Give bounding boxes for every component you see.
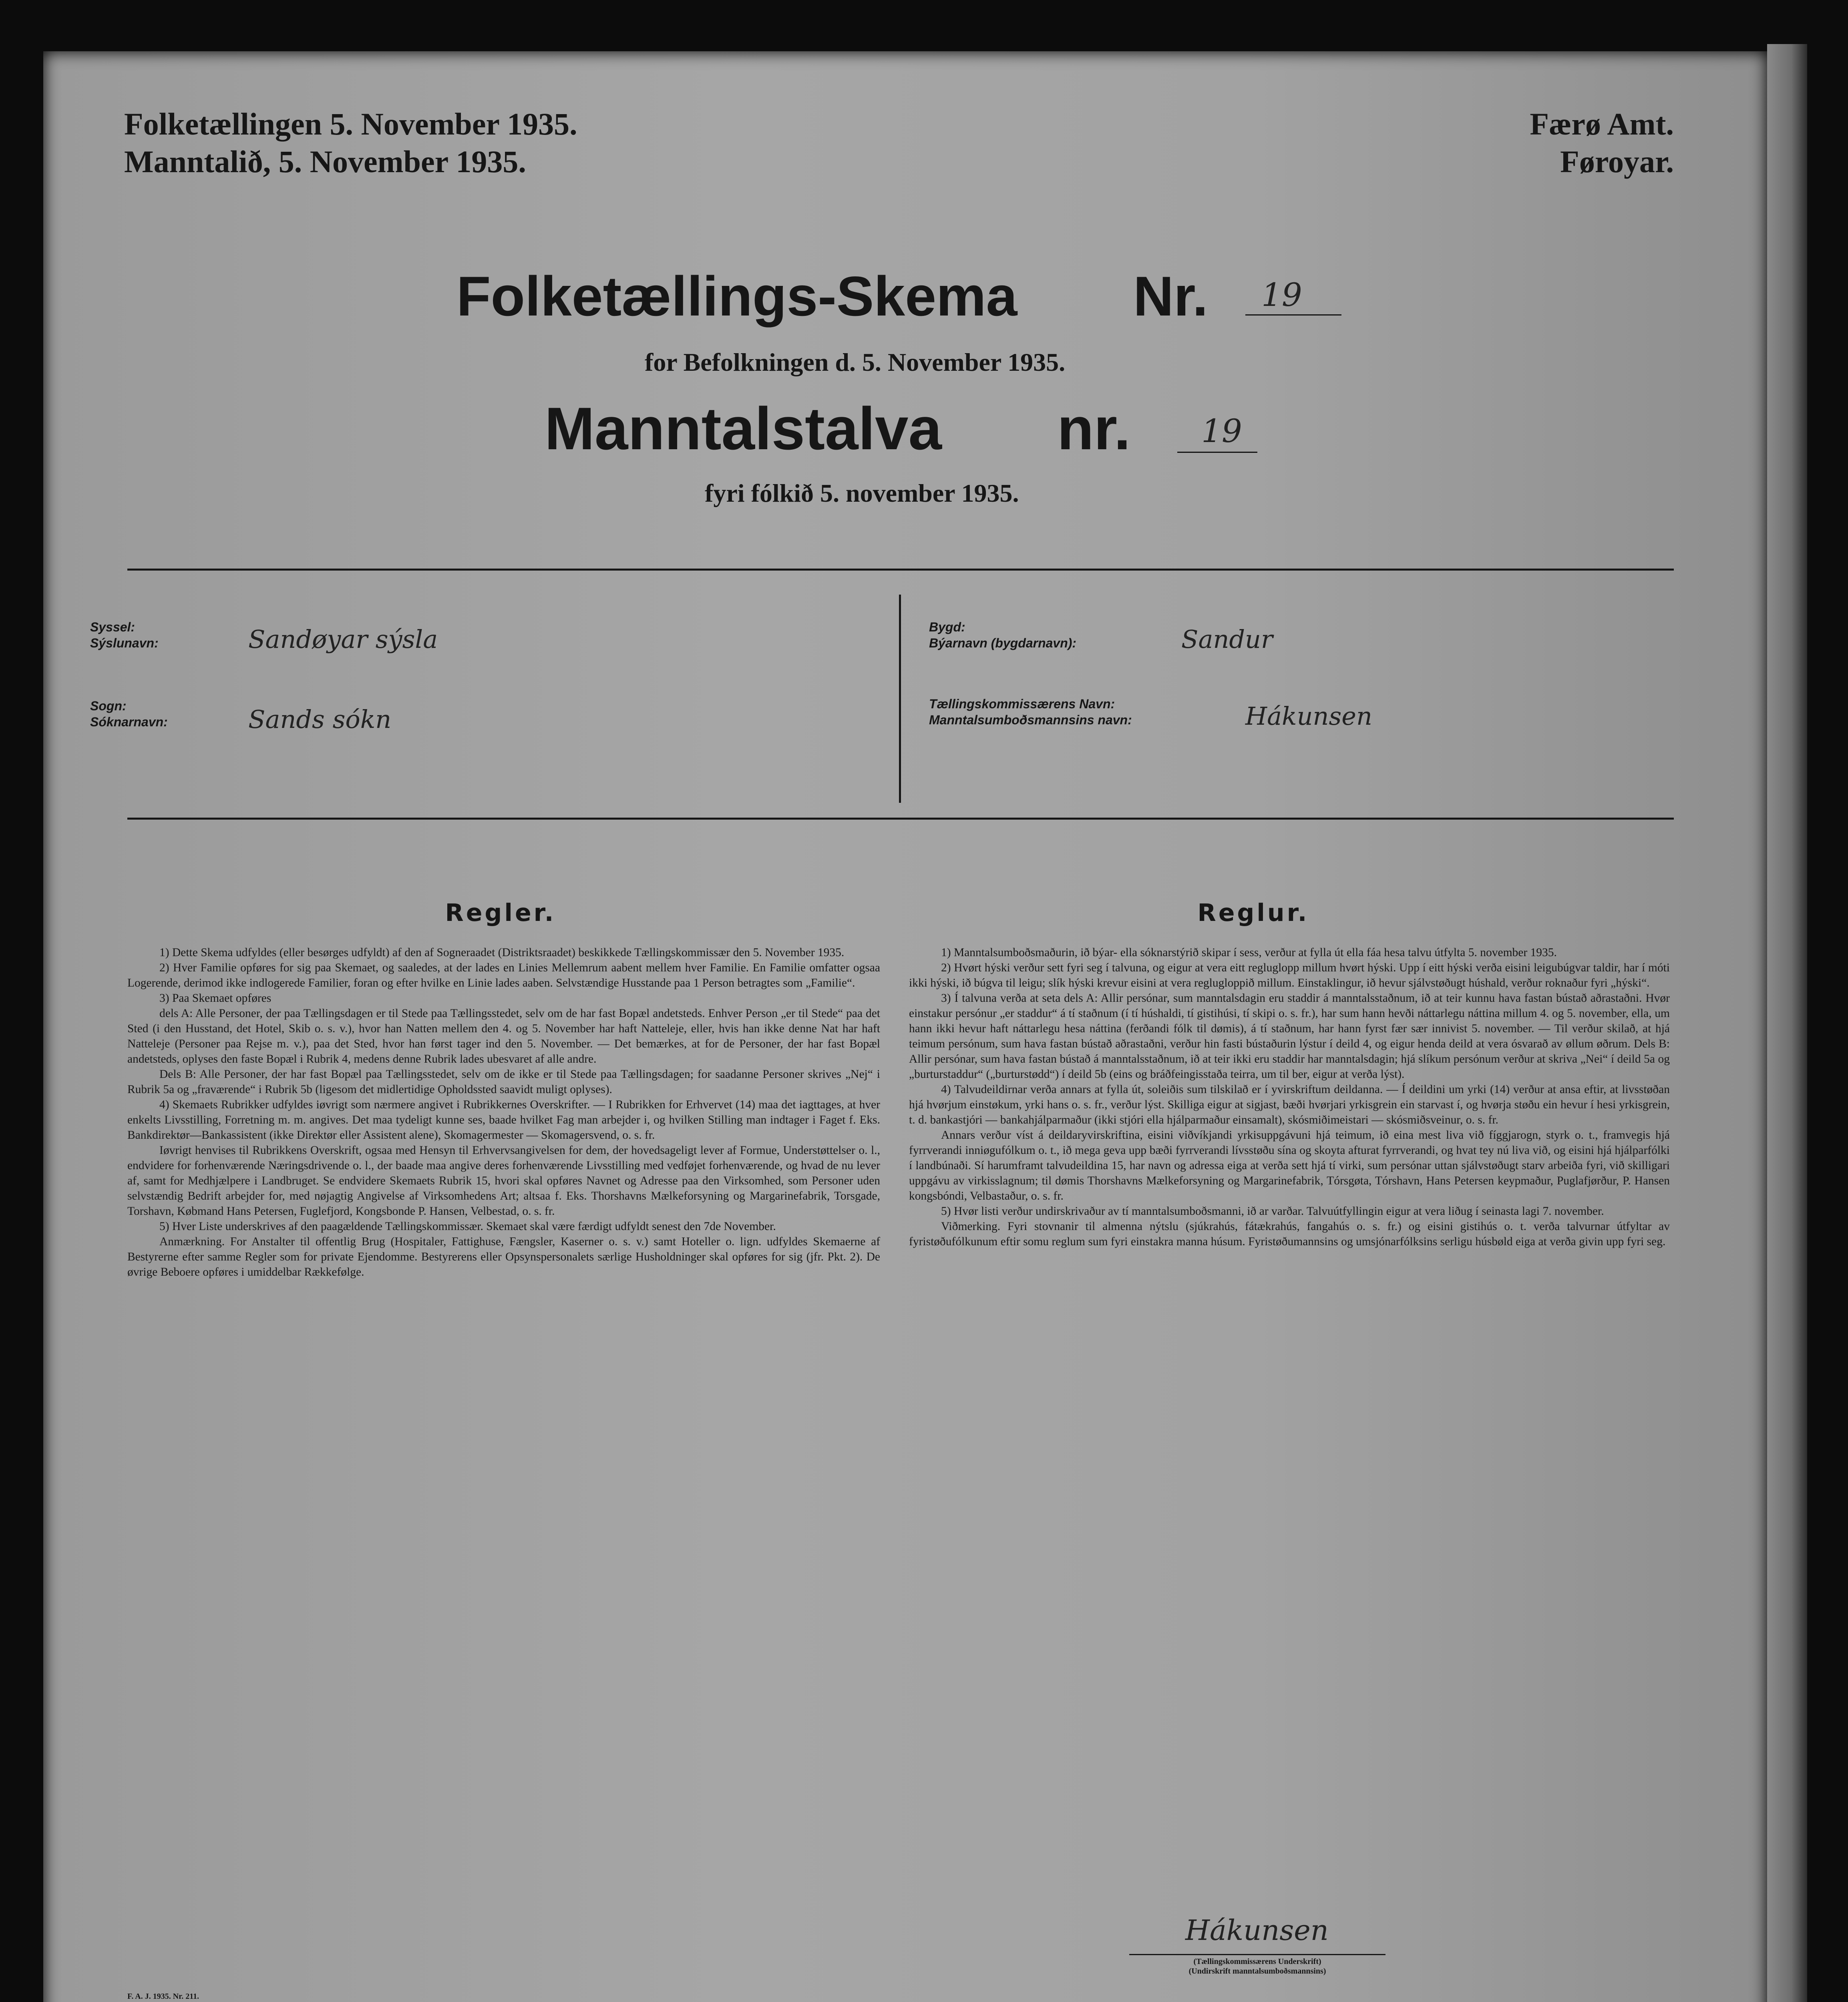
byarnavn-label: Býarnavn (bygdarnavn):: [929, 636, 1077, 650]
regler-paragraph: 2) Hver Familie opføres for sig paa Skemaet, og saaledes, at der lades en Linies Mellemrum aabent mellem hver Familie. En Familie omfatter ogsaa Logerende, derimod ikke indlogerede Familier, foran og efter hvilke en Linie lades aaben. Selvstændige Husstande paa 1 Person betragtes som „Familie“.: [127, 961, 880, 989]
print-mark: F. A. J. 1935. Nr. 211.: [127, 1992, 199, 2001]
reglur-paragraph: Viðmerking. Fyri stovnanir til almenna nýtslu (sjúkrahús, fátækrahús, fangahús o. s. fr.) og eisini gistihús o. t. verða talvurnar útfyltar av fyristøðufólkunum eftir somu reglum sum fyri einstakra manna húsum. Fyristøðumannsins og umsjónarfólksins serligu húsbøld eiga at verða givin upp fyri seg.: [909, 1220, 1670, 1248]
reglur-paragraph: 5) Hvør listi verður undirskrivaður av tí manntalsumboðsmanni, ið ar varðar. Talvuútfyllingin eigur at vera liðug í seinasta lagi 7. november.: [941, 1205, 1604, 1218]
reglur-paragraph: 2) Hvørt hýski verður sett fyri seg í talvuna, og eigur at vera eitt regluglopp millum hvørt hýski. Upp í eitt hýski verða eisini leigubúgvar taldir, har í móti ikki hýski, ið búgva til leigu; slík hýski krevur eisini at vera reglugloppið millum. Einstaklingur, ið hevur sjálvstøðugt húshald, verður roknaður fyri „hýski“.: [909, 961, 1670, 989]
sogn-value: Sands sókn: [248, 705, 392, 734]
syssel-label: Syssel:: [90, 620, 135, 634]
regler-paragraph: 4) Skemaets Rubrikker udfyldes iøvrigt som nærmere angivet i Rubrikkernes Overskrifter. — I Rubrikken for Erhvervet (14) maa det iagttages, at hver enkelts Livsstilling, Forretning m. m. angives. Det maa tydeligt kunne ses, baade hvilket Fag man arbejder i, og hvilken Stilling man indtager i Faget f. Eks. Bankdirektør—Bankassistent (ikke Direktør eller Assistent alene), Skomagermester — Skomagersvend, o. s. fr.: [127, 1098, 880, 1142]
signature-caption-fo: (Undirskrift manntalsumboðsmannsins): [1188, 1967, 1326, 1976]
syssel-value: Sandøyar sýsla: [248, 625, 438, 654]
regler-paragraph: dels A: Alle Personer, der paa Tællingsdagen er til Stede paa Tællingsstedet, selv om de har fast Bopæl andetsteds. Enhver Person „er til Stede“ paa det Sted (i den Husstand, det Hotel, Skib o. s. v.), hvor han Natten mellem den 4. og 5. November har haft Natteleje, eller, hvis han ikke denne Nat har haft Natteleje (Personer paa Rejse m. v.), paa det Sted, hvor han først tager ind den 5. November. — Det bemærkes, at for de Personer, der har fast Bopæl andetsteds, oplyses den faste Bopæl i Rubrik 4, medens denne Rubrik lades ubesvaret af alle andre.: [127, 1007, 880, 1065]
reglur-paragraph: 3) Í talvuna verða at seta dels A: Allir persónar, sum manntalsdagin eru staddir á manntalsstaðnum, ið at teir kunnu hava fastan bústað aðrastaðni. Hvør einstakur persónur „er staddur“ á tí staðnum (í tí húshaldi, tí gistihúsi, tí skipi o. s. fr.), har sum hann hevði náttarlegu náttina millum 4. og 5. november, ella, um hann ikki hevur haft náttarlegu hesa náttina (ferðandi fólk til dømis), á tí staðnum, har hann fyrst fær sær innivist 5. november. — Til verður skilað, at hjá teimum persónum, sum hava fastan bústað aðrastaðni, verður hin fasti bústaðurin lýstur í deild 4, og eigur henda deild at vera ósvarað av øllum øðrum. Dels B: Allir persónar, sum hava fastan bústað á manntalsstaðnum, ið at teir ikki eru staddir har manntalsdagin; hjá slíkum persónum verður at skriva „Nei“ í deild 5a og „burturstaddur“ („burturstødd“) í deild 5b (eins og bráðfeingisstaða teirra, um til ber, eigur at verða lýst).: [909, 992, 1670, 1081]
regler-paragraph: Iøvrigt henvises til Rubrikkens Overskrift, ogsaa med Hensyn til Erhvervsangivelsen for dem, der hovedsageligt lever af Formue, Understøttelser o. l., endvidere for forhenværende Næringsdrivende o. l., der baade maa angive deres forhenværende Livsstilling med vedføjet forhenværende, og hvad de nu lever af, samt for Medhjælpere i Landbruget. Se endvidere Skemaets Rubrik 15, hvori skal opføres Navnet og Adresse paa den Virksomhed, som Personer uden selvstændig Bedrift arbejder for, med nøjagtig Angivelse af Virksomhedens Art; altsaa f. Eks. Thorshavns Mælkeforsyning og Margarinefabrik, Torsgade, Torshavn, Købmand Hans Petersen, Fuglefjord, Kongsbonde P. Hansen, Velbestad, o. s. fr.: [127, 1144, 880, 1218]
manntal-title: Manntalstalva: [545, 395, 942, 462]
reglur-title: Reglur.: [1197, 899, 1309, 927]
regler-paragraph: Dels B: Alle Personer, der har fast Bopæl paa Tællingsstedet, selv om de ikke er til Stede paa Tællingsdagen; for saadanne Personer skrives „Nej“ i Rubrik 5a og „fraværende“ i Rubrik 5b (ligesom det midlertidige Opholdssted saavidt muligt oplyses).: [127, 1068, 880, 1096]
fields-bottom-rule: [127, 818, 1674, 820]
regler-title: Regler.: [445, 899, 556, 927]
subtitle-fo: fyri fólkið 5. november 1935.: [705, 479, 1019, 507]
schema-nr-label: Nr.: [1133, 265, 1208, 328]
subtitle-da: for Befolkningen d. 5. November 1935.: [645, 348, 1066, 376]
header-right-line1: Færø Amt.: [1530, 107, 1674, 141]
sogn-label: Sogn:: [90, 699, 127, 713]
soknarnavn-label: Sóknarnavn:: [90, 715, 168, 729]
regler-column: [127, 945, 880, 1280]
syslunavn-label: Sýslunavn:: [90, 636, 159, 650]
page-edge-shadow: [1767, 44, 1807, 2002]
umbodsmann-label: Manntalsumboðsmannsins navn:: [929, 713, 1132, 727]
kommissaer-label: Tællingskommissærens Navn:: [929, 697, 1115, 711]
manntal-nr-label: nr.: [1057, 395, 1131, 462]
regler-paragraph: 5) Hver Liste underskrives af den paagældende Tællingskommissær. Skemaet skal være færdigt udfyldt senest den 7de November.: [159, 1220, 776, 1233]
manntal-nr-value: 19: [1201, 412, 1242, 450]
regler-paragraph: 1) Dette Skema udfyldes (eller besørges udfyldt) af den af Sogneraadet (Distriktsraadet) beskikkede Tællingskommissær den 5. November 1935.: [159, 946, 845, 959]
manntal-nr-underline: [1177, 452, 1257, 453]
regler-paragraph: 3) Paa Skemaet opføres: [159, 992, 271, 1005]
schema-title: Folketællings-Skema: [456, 265, 1018, 328]
header-left-line2: Manntalið, 5. November 1935.: [124, 144, 526, 179]
bygd-value: Sandur: [1181, 625, 1273, 654]
bygd-label: Bygd:: [929, 620, 965, 634]
fields-divider: [899, 595, 901, 803]
regler-paragraph: Anmærkning. For Anstalter til offentlig Brug (Hospitaler, Fattighuse, Fængsler, Kaserner o. s. v.) samt Hoteller o. lign. udfyldes Skemaerne af Bestyrerne efter samme Regler som for private Ejendomme. Bestyrerens eller Opsynspersonalets særlige Husholdninger skal opføres for sig (jfr. Pkt. 2). De øvrige Beboere opføres i umiddelbar Rækkefølge.: [127, 1235, 880, 1278]
signature-handwriting: Hákunsen: [1185, 1914, 1329, 1947]
schema-nr-value: 19: [1261, 276, 1302, 314]
header-right-line2: Føroyar.: [1560, 144, 1674, 179]
reglur-paragraph: Annars verður víst á deildaryvirskriftina, eisini viðvíkjandi yrkisuppgávuni hjá teimum, ið eina mest liva við fíggjarogn, styrk o. t., framvegis hjá fyrrverandi inniøgufólkum o. t., ið mega geva upp bæði fyrrverandi lívsstøðu sína og skoyta afturat fyrrverandi, og hvat tey nú liva við, og eisini hjá hjálparfólki í landbúnaði. Sí harumframt talvudeildina 15, har navn og adressa eiga at verða sett hjá tí virki, sum persónar uttan sjálvstøðugt starv arbeiða fyri, við skilligari uppgávu av virkisslagnum; til dømis Thorshavns Mælkeforsyning og Margarinefabrik, Tórsgøta, Tórshavn, Hans Petersen keypmaður, Puglafjørður, P. Hansen kongsbóndi, Velbastaður, o. s. fr.: [909, 1129, 1670, 1202]
reglur-column: [909, 945, 1670, 1249]
kommissaer-value: Hákunsen: [1245, 702, 1372, 731]
schema-nr-underline: [1245, 314, 1341, 316]
header-left-line1: Folketællingen 5. November 1935.: [124, 107, 577, 141]
fields-top-rule: [127, 569, 1674, 571]
signature-line: [1129, 1954, 1385, 1955]
signature-caption-da: (Tællingskommissærens Underskrift): [1193, 1957, 1321, 1966]
reglur-paragraph: 4) Talvudeildirnar verða annars at fylla út, soleiðis sum tilskilað er í yvirskriftum deildanna. — Í deildini um yrki (14) verður at ansa eftir, at livsstøðan hjá hvørjum einstøkum, yrki hans o. s. fr., verður lýst. Skilliga eigur at sigjast, bæði hvørjari yrkisgrein ein starvast í, og hvørja støðu ein hevur í hesi yrkisgrein, t. d. bankastjóri — bankahjálparmaður (ikki stjóri ella hjálparmaður einsamalt), skósmiðimeistari — skósmiðsveinur, o. s. fr.: [909, 1083, 1670, 1126]
reglur-paragraph: 1) Manntalsumboðsmaðurin, ið býar- ella sóknarstýrið skipar í sess, verður at fylla út ella fáa hesa talvu útfylta 5. november 1935.: [941, 946, 1557, 959]
